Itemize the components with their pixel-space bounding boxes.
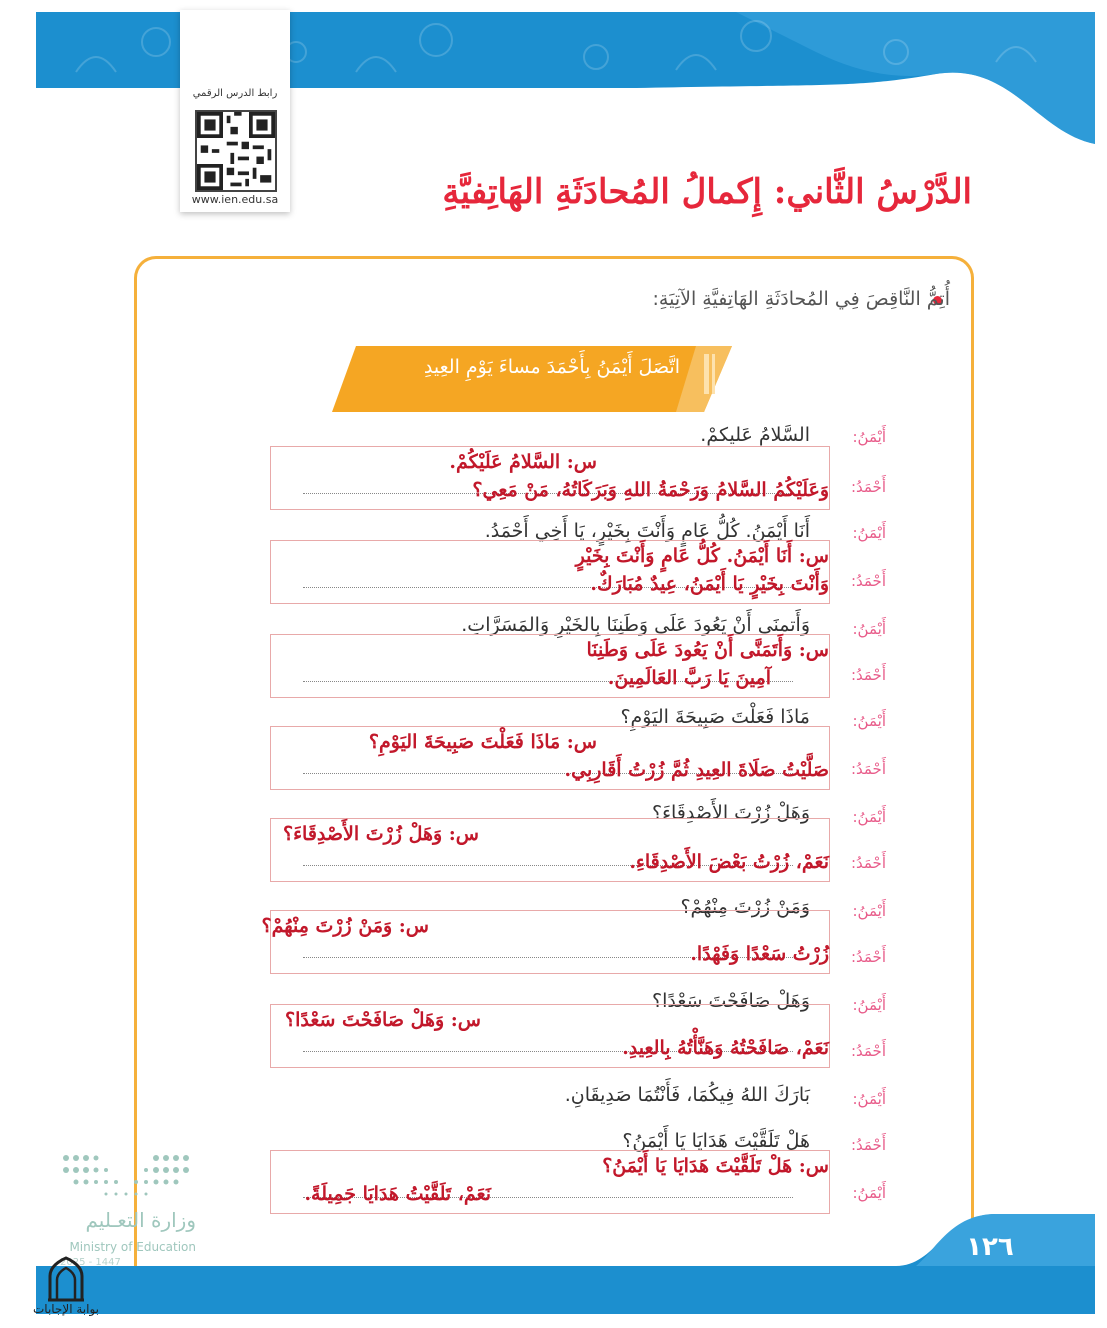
answer-question: س: وَهَلْ زُرْتَ الأَصْدِقَاءَ؟ [283,823,479,845]
answer-field[interactable] [270,818,830,882]
dialogue-line: السَّلامُ عَليكمْ. [700,424,810,446]
speaker-ayman: أَيْمَنُ: [852,428,886,446]
qr-card[interactable] [180,10,290,212]
answer-text: آمِينَ يَا رَبَّ العَالَمِينَ. [607,667,771,689]
speaker-ahmad: أَحْمَدُ: [850,666,886,684]
speaker-ahmad: أَحْمَدُ: [850,854,886,872]
qr-title: رابط الدرس الرقمي [192,88,278,99]
answer-field[interactable] [270,446,830,510]
answer-question: س: وَمَنْ زُرْتَ مِنْهُمْ؟ [261,915,429,937]
answer-text: نَعَمْ، صَافَحْتُهُ وَهَنَّأْتُهُ بِالعِيدِ. [622,1037,829,1059]
speaker-ayman: أَيْمَنُ: [852,712,886,730]
speaker-ahmad: أَحْمَدُ: [850,572,886,590]
speaker-ayman: أَيْمَنُ: [852,524,886,542]
speaker-ahmad: أَحْمَدُ: [850,948,886,966]
speaker-ayman: أَيْمَنُ: [852,808,886,826]
answer-text: وَأَنْتَ بِخَيْرٍ يَا أَيْمَنُ، عِيدٌ مُبَارَكٌ. [590,573,829,595]
qr-url[interactable]: www.ien.edu.sa [191,193,279,206]
edition-year: 2025 - 1447 [60,1257,121,1268]
dialogue-line: مَاذَا فَعَلْتَ صَبِيحَةَ اليَوْمِ؟ [620,706,810,728]
scenario-text: اتَّصَلَ أَيْمَنُ بِأَحْمَدَ مساءَ يَوْمِ العِيدِ [423,356,680,378]
lesson-title: الدَّرْسُ الثَّاني: إِكمالُ المُحادَثَةِ الهَاتِفيَّةِ [442,172,972,212]
dialogue-line: وَهَلْ زُرْتَ الأَصْدِقَاءَ؟ [651,802,810,824]
dialogue-line: وَمَنْ زُرْتَ مِنْهُمْ؟ [680,896,810,918]
dialogue-line: وَأَتمنَى أَنْ يَعُودَ عَلَى وَطَنِنَا بِالخَيْرِ وَالمَسَرَّاتِ. [461,614,810,636]
answer-question: س: وَهَلْ صَافَحْتَ سَعْدًا؟ [285,1009,481,1031]
closing-line: بَارَكَ اللهُ فِيكُمَا، فَأَنْتُمَا صَدِيقَانِ. [564,1084,810,1106]
answer-question: س: مَاذَا فَعَلْتَ صَبِيحَةَ اليَوْمِ؟ [368,731,597,753]
answer-text: زُرْتُ سَعْدًا وَفَهْدًا. [690,943,829,965]
speaker-ahmad: أَحْمَدُ: [850,1136,886,1154]
scenario-ribbon [326,342,734,416]
ministry-logo-icon [60,1152,200,1202]
speaker-ahmad: أَحْمَدُ: [850,478,886,496]
page-number: ١٢٦ [966,1232,1014,1262]
instruction-text: أُتِمُّ النَّاقِصَ فِي المُحادَثَةِ الهَاتِفيَّةِ الآتِيَةِ: [652,288,950,310]
dialogue-line: هَلْ تَلَقَّيْتَ هَدَايَا يَا أَيْمَنُ؟ [622,1130,810,1152]
answer-question: س: السَّلامُ عَلَيْكُمْ. [449,451,597,473]
answer-question: س: هَلْ تَلَقَّيْتَ هَدَايَا يَا أَيْمَنُ؟ [602,1155,829,1177]
speaker-ahmad: أَحْمَدُ: [850,760,886,778]
speaker-ayman: أَيْمَنُ: [852,1184,886,1202]
answer-question: س: أَنَا أَيْمَنُ. كُلُّ عَامٍ وَأَنْتَ بِخَيْرٍ [575,545,829,567]
portal-text: بوابة الإجابات [32,1302,99,1316]
answer-field[interactable] [261,910,830,974]
answer-field[interactable] [270,1004,830,1068]
answer-text: نَعَمْ، زُرْتُ بَعْضَ الأَصْدِقَاءِ. [629,851,829,873]
ministry-name-en: Ministry of Education [69,1240,196,1254]
answer-text: نَعَمْ، تَلَقَّيْتُ هَدَايَا جَمِيلَةً. [304,1183,491,1205]
answer-text: صَلَّيْتُ صَلَاةَ العِيدِ ثُمَّ زُرْتُ أَقَارِبِي. [564,759,829,781]
answer-text: وَعَلَيْكُمُ السَّلامُ وَرَحْمَةُ اللهِ وَبَرَكَاتُهُ، مَنْ مَعِي؟ [472,479,829,501]
portal-logo-icon [46,1256,86,1302]
speaker-ahmad: أَحْمَدُ: [850,1042,886,1060]
dialogue-line: وَهَلْ صَافَحْتَ سَعْدًا؟ [651,990,810,1012]
answer-field[interactable] [270,540,830,604]
dialogue-line: أَنَا أَيْمَنُ. كُلُّ عَامٍ وَأَنْتَ بِخَيْرٍ، يَا أَخِي أَحْمَدُ. [484,520,810,542]
ministry-name-ar: وزارة التعـليم [85,1208,196,1232]
speaker-ayman: أَيْمَنُ: [852,902,886,920]
speaker-ayman: أَيْمَنُ: [852,620,886,638]
speaker-ayman: أَيْمَنُ: [852,996,886,1014]
answer-field[interactable] [270,634,830,698]
answer-field[interactable] [270,1150,830,1214]
qr-code-icon[interactable] [195,110,277,192]
speaker-ayman: أَيْمَنُ: [852,1090,886,1108]
answer-field[interactable] [270,726,830,790]
answer-question: س: وَأَتَمَنَّى أَنْ يَعُودَ عَلَى وَطَنِنَا [586,639,829,661]
